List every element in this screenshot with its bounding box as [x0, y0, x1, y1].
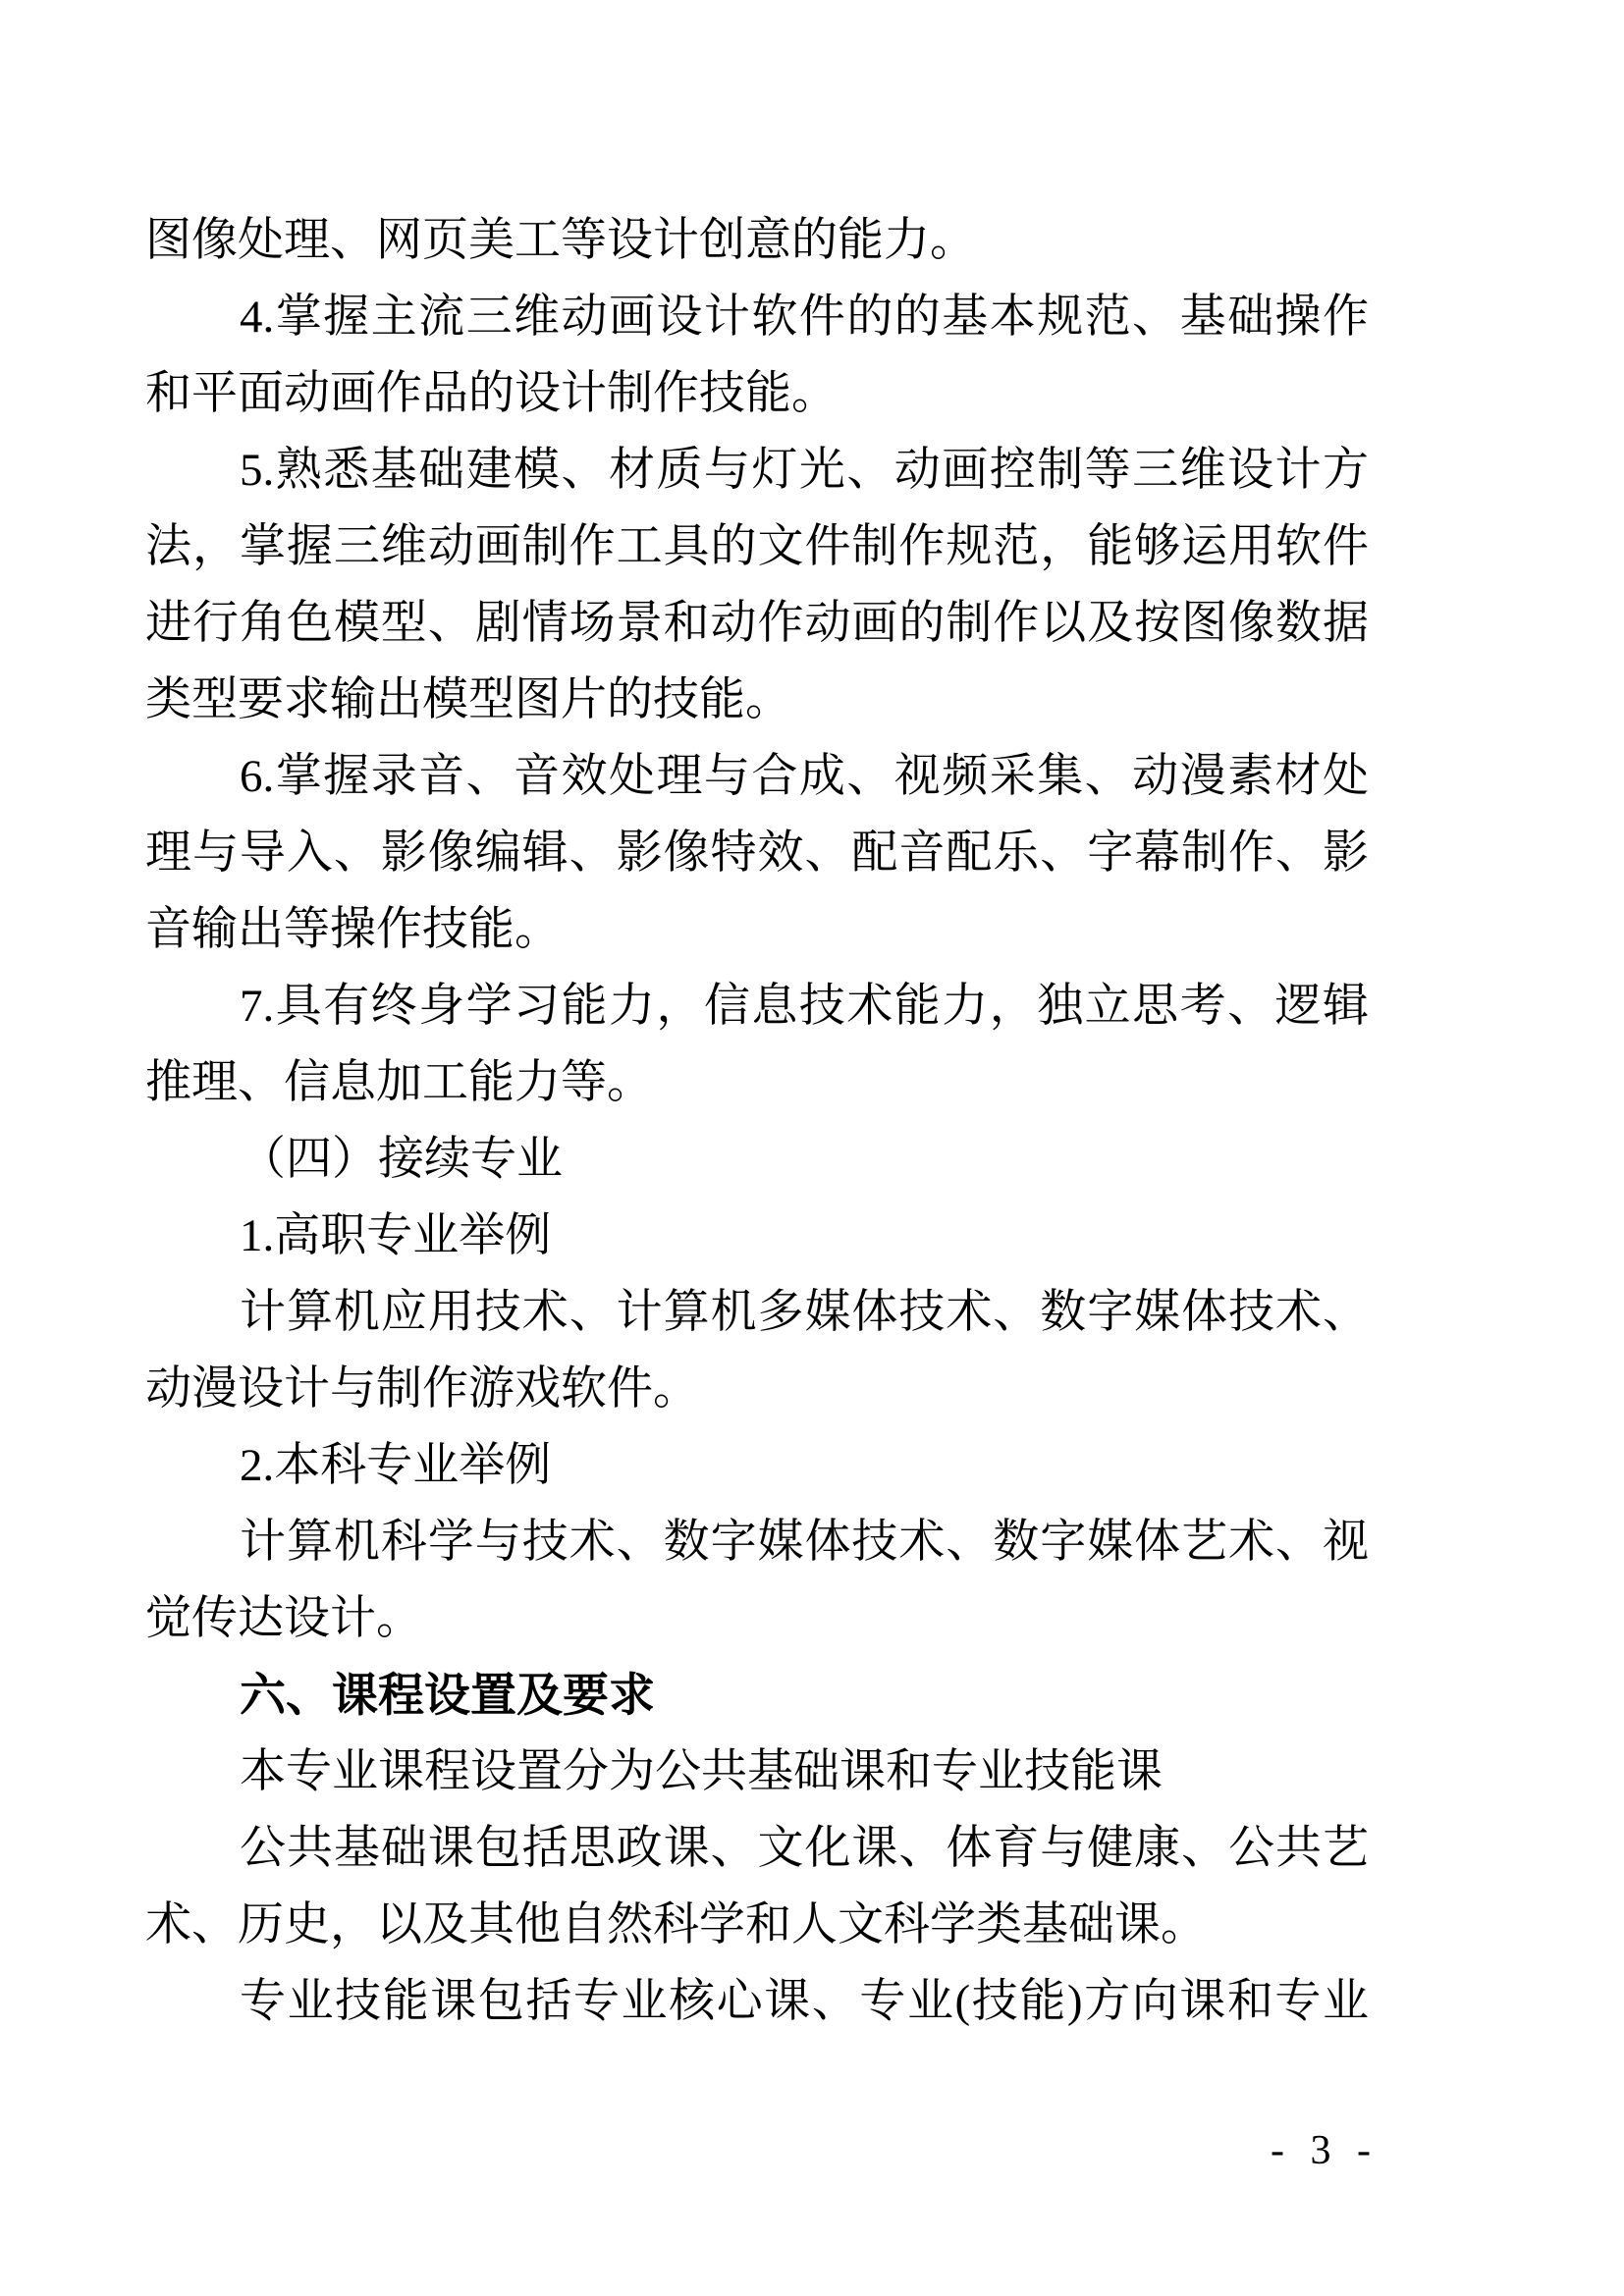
body-line: 计算机应用技术、计算机多媒体技术、数字媒体技术、: [240, 1287, 1369, 1338]
body-line: 7.具有终身学习能力，信息技术能力，独立思考、逻辑: [240, 981, 1369, 1032]
body-line: 音输出等操作技能。: [145, 904, 561, 955]
body-line: 和平面动画作品的设计制作技能。: [145, 368, 838, 419]
list-item-heading: 1.高职专业举例: [240, 1210, 552, 1261]
body-line: 理与导入、影像编辑、影像特效、配音配乐、字幕制作、影: [145, 828, 1369, 879]
page-number: - 3 -: [1271, 2128, 1379, 2173]
list-item-heading: 2.本科专业举例: [240, 1440, 552, 1491]
body-line: 术、历史，以及其他自然科学和人文科学类基础课。: [145, 1899, 1207, 1950]
body-line: 6.掌握录音、音效处理与合成、视频采集、动漫素材处: [240, 751, 1369, 802]
subsection-heading: （四）接续专业: [240, 1134, 563, 1185]
body-line: 类型要求输出模型图片的技能。: [145, 674, 791, 725]
section-heading-curriculum: 六、课程设置及要求: [240, 1669, 655, 1721]
body-line: 4.掌握主流三维动画设计软件的的基本规范、基础操作: [240, 292, 1369, 343]
document-body: [145, 202, 1369, 2040]
body-line: 专业技能课包括专业核心课、专业(技能)方向课和专业: [240, 1976, 1369, 2027]
body-line: 动漫设计与制作游戏软件。: [145, 1363, 699, 1415]
body-line: 进行角色模型、剧情场景和动作动画的制作以及按图像数据: [145, 598, 1369, 649]
body-line: 公共基础课包括思政课、文化课、体育与健康、公共艺: [240, 1823, 1369, 1874]
body-line: 5.熟悉基础建模、材质与灯光、动画控制等三维设计方: [240, 445, 1369, 496]
body-line: 推理、信息加工能力等。: [145, 1057, 653, 1108]
body-line: 本专业课程设置分为公共基础课和专业技能课: [240, 1746, 1163, 1797]
body-line: 计算机科学与技术、数字媒体技术、数字媒体艺术、视: [240, 1517, 1369, 1568]
body-line: 图像处理、网页美工等设计创意的能力。: [145, 215, 976, 266]
body-line: 觉传达设计。: [145, 1593, 422, 1644]
body-line: 法，掌握三维动画制作工具的文件制作规范，能够运用软件: [145, 521, 1369, 572]
